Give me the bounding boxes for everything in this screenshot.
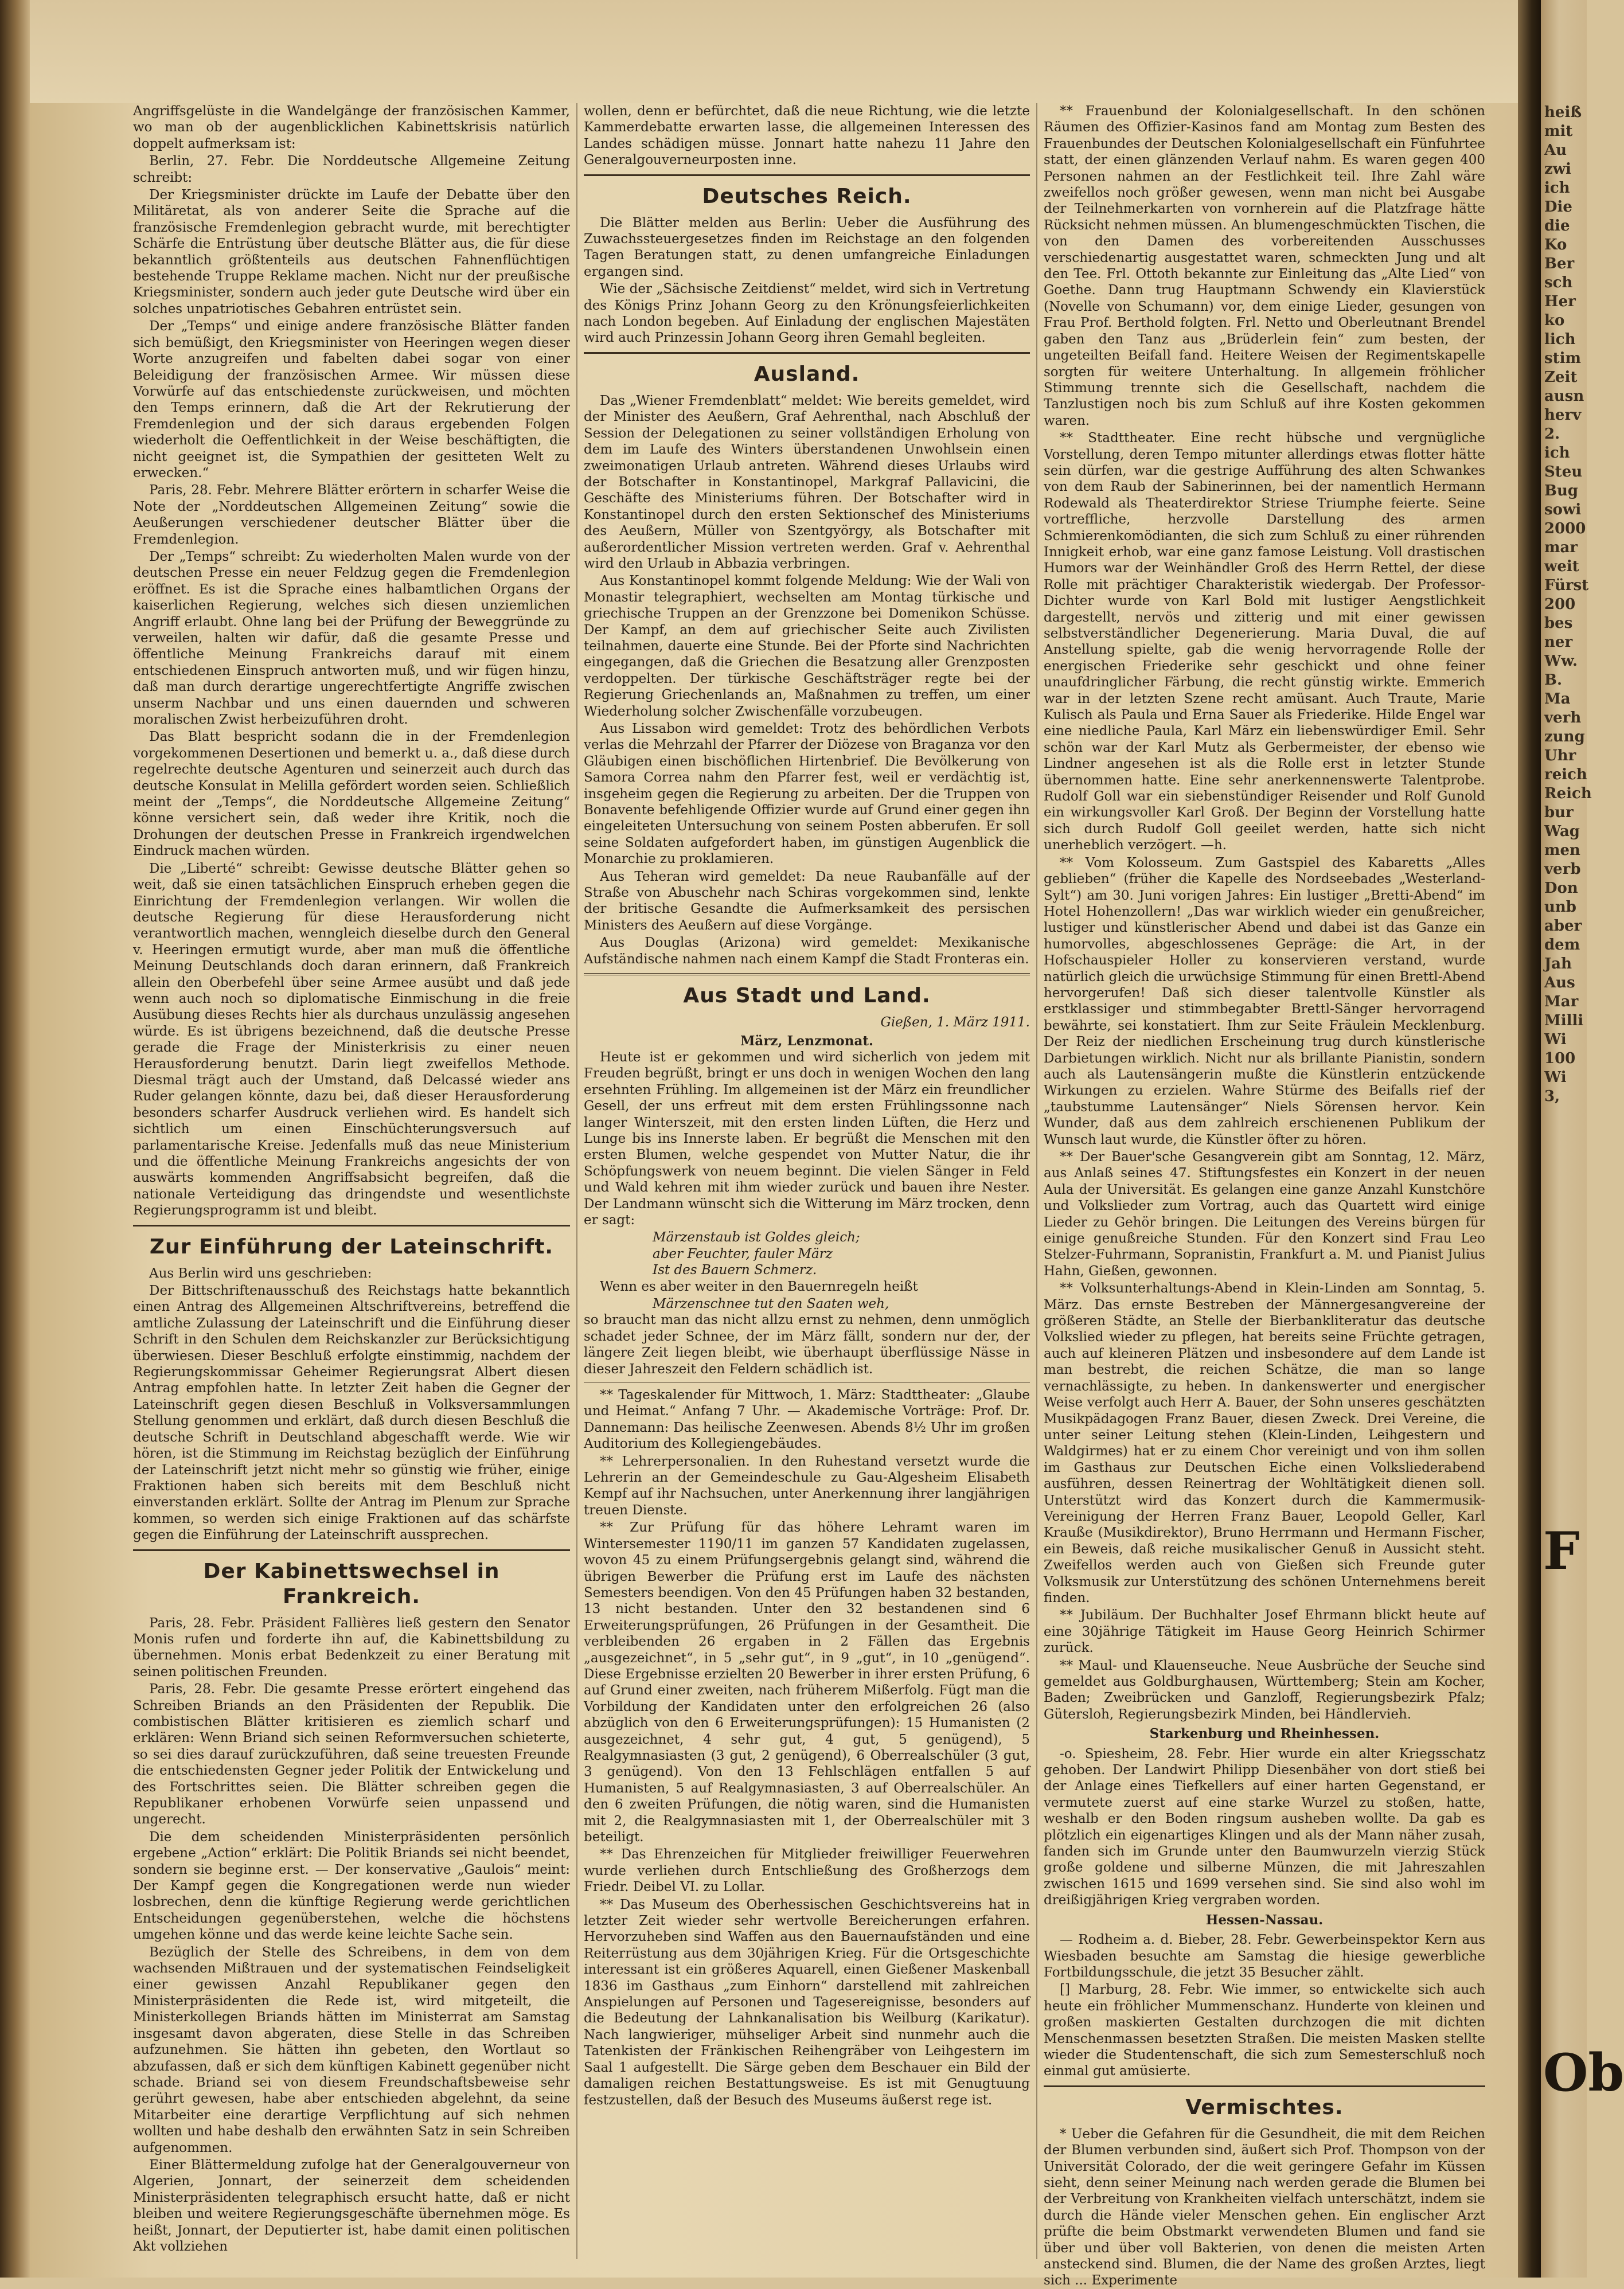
article-text: Aus Douglas (Arizona) wird gemeldet: Mexikanische Aufständische nahmen nach einem Kampf die Stadt Fronteras ein. xyxy=(584,935,1030,967)
article-text: [] Marburg, 28. Febr. Wie immer, so entwickelte sich auch heute ein fröhlicher Mummenschanz. Hunderte von kleinen und großen maskierten Gestalten durchzogen die mit dichten Menschenmassen besetzten Straßen. Die meisten Masken stellte wieder die Studentenschaft, die sich zum Semesterschluß noch einmal gut amüsierte. xyxy=(1044,1982,1485,2079)
adjacent-page-line: stim xyxy=(1544,350,1582,367)
adjacent-page-line: Don xyxy=(1544,880,1578,897)
column-rule-1 xyxy=(576,103,577,2259)
adjacent-page-line: dem xyxy=(1544,936,1580,954)
adjacent-page-line: sch xyxy=(1544,274,1573,291)
adjacent-ad-letter: F xyxy=(1543,1521,1580,1581)
section-divider xyxy=(133,1225,570,1226)
adjacent-page-line: Fürst xyxy=(1544,577,1589,594)
adjacent-page-line: 100 xyxy=(1544,1050,1576,1067)
article-text: Paris, 28. Febr. Präsident Fallières ließ gestern den Senator Monis rufen und forderte ihn auf, die Kabinettsbildung zu übernehmen. Monis erbat Bedenkzeit zu einer Beratung mit seinen politischen Freunden. xyxy=(133,1615,570,1679)
article-text: Aus Lissabon wird gemeldet: Trotz des behördlichen Verbots verlas die Mehrzahl der Pfarrer der Diözese von Braganza vor den Gläubigen einen bischöflichen Hirtenbrief. Die Bevölkerung von Samora Correa nahm den Pfarrer fest, weil er verdächtig ist, insgeheim gegen die Regierung zu arbeiten. Der die Truppen von Bonavente befehligende Offizier wurde auf Grund einer gegen ihn eingeleiteten Untersuchung von seinem Posten abberufen. Er soll seine Soldaten aufgefordert haben, im günstigen Augenblick die Monarchie zu proklamieren. xyxy=(584,721,1030,867)
article-text: ** Volksunterhaltungs-Abend in Klein-Linden am Sonntag, 5. März. Das ernste Bestreben der Männergesangvereine der größeren Städte, an Stelle der Bierbankliteratur das deutsche Volkslied wieder zu pflegen, hat bereits seine Früchte getragen, auch auf kleineren Plätzen und insbesondere auf dem Lande ist man bestrebt, die reichen Schätze, die man so lange vernachlässigte, zu heben. In dankenswerter und energischer Weise verfolgt auch Herr A. Bauer, der Sohn unseres geschätzten Musikpädagogen Franz Bauer, diesen Zweck. Drei Vereine, die unter seiner Leitung stehen (Klein-Linden, Leihgestern und Waldgirmes) hat er zu einem Chor vereinigt und von ihm sollen im Gasthaus zur Deutschen Eiche einen Volksliederabend ausführen, dessen Reinertrag der Wohltätigkeit dienen soll. Unterstützt wird das Konzert durch die Kammermusik-Vereinigung der Herren Franz Bauer, Leopold Geller, Karl Krauße (Musikdirektor), Bruno Herrmann und Hermann Fischer, ein Beweis, daß reiche musikalischer Genuß in Aussicht steht. Zweifellos werden auch von Gießen sich Freunde guter Volksmusik zur Unterstützung des schönen Unternehmens bereit finden. xyxy=(1044,1281,1485,1606)
adjacent-page-line: ko xyxy=(1544,312,1565,329)
adjacent-page-line: Bug xyxy=(1544,482,1579,499)
region-heading: Starkenburg und Rheinhessen. xyxy=(1149,1726,1380,1742)
adjacent-page-line: B. xyxy=(1544,671,1563,689)
adjacent-page-line: weit xyxy=(1544,558,1579,575)
article-text: so braucht man das nicht allzu ernst zu nehmen, denn unmöglich schadet jeder Schnee, der im März fällt, sondern nur der, der längere Zeit liegen bleibt, wie überhaupt überflüssige Nässe in dieser Jahreszeit den Feldern schädlich ist. xyxy=(584,1313,1030,1377)
article-text: ** Lehrerpersonalien. In den Ruhestand versetzt wurde die Lehrerin an der Gemeindeschule zu Gau-Algesheim Elisabeth Kempf auf ihr Nachsuchen, unter Anerkennung ihrer langjährigen treuen Dienste. xyxy=(584,1454,1030,1518)
scan-left-edge xyxy=(0,0,30,2278)
article-text: Aus Berlin wird uns geschrieben: xyxy=(149,1265,372,1281)
column-rule-2 xyxy=(1036,103,1037,2259)
adjacent-page-line: reich xyxy=(1544,766,1587,783)
adjacent-page-line: 2000 xyxy=(1544,520,1586,537)
dateline: Gießen, 1. März 1911. xyxy=(880,1015,1030,1030)
article-text: Aus Konstantinopel kommt folgende Meldung: Wie der Wali von Monastir telegraphiert, wechselten am Montag türkische und griechische Truppen an der Grenzzone bei Domenikon Schüsse. Der Kampf, an dem auf griechischer Seite auch Zivilisten teilnahmen, dauerte eine Stunde. Bei der Pforte sind Nachrichten eingegangen, daß die Griechen die Besatzung aller Grenzposten verdoppelten. Der türkische Geschäftsträger regte bei der Regierung Griechenlands an, Maßnahmen zu treffen, um einer Wiederholung solcher Zwischenfälle vorzubeugen. xyxy=(584,573,1030,719)
adjacent-page-line: Mar xyxy=(1544,993,1579,1010)
adjacent-page-line: die xyxy=(1544,217,1570,235)
headline-ausland: Ausland. xyxy=(754,362,860,386)
article-text: Das Blatt bespricht sodann die in der Fremdenlegion vorgekommenen Desertionen und bemerkt u. a., daß diese durch regelrechte deutsche Agenturen und seinerzeit auch durch das deutsche Konsulat in Melilla gefördert worden seien. Schließlich meint der „Temps“, die Norddeutsche Allgemeine Zeitung“ könne versichert sein, daß weder ihre Kritik, noch die Drohungen der deutschen Presse in Frankreich irgendwelchen Eindruck machen würden. xyxy=(133,729,570,859)
adjacent-page-line: verh xyxy=(1544,709,1582,726)
adjacent-page-line: heiß xyxy=(1544,104,1582,121)
article-text: Die dem scheidenden Ministerpräsidenten persönlich ergebene „Action“ erklärt: Die Politik Briands sei nicht beendet, sondern sie beginne erst. — Der konservative „Gaulois“ meint: Der Kampf gegen die Kongregationen werde nun wieder losbrechen, denn die künftige Regierung werde gerichtlichen Entscheidungen gegenüberstehen, welche die höchstens umgehen könne und das werde keine leichte Sache sein. xyxy=(133,1829,570,1943)
article-text: Paris, 28. Febr. Mehrere Blätter erörtern in scharfer Weise die Note der „Norddeutschen Allgemeinen Zeitung“ sowie die Aeußerungen verschiedener deutscher Blätter über die Fremdenlegion. xyxy=(133,483,570,547)
adjacent-page-line: sowi xyxy=(1544,501,1582,518)
adjacent-page-line: Milli xyxy=(1544,1012,1584,1029)
article-text: Bezüglich der Stelle des Schreibens, in dem von dem wachsenden Mißtrauen und der systematischen Feindseligkeit einer gewissen Anzahl Republikaner gegen den Ministerpräsidenten die Rede ist, wird mitgeteilt, die Ministerkollegen Briands hätten im Ministerrat am Samstag insgesamt davon abgeraten, diese Stelle in das Schreiben aufzunehmen. Sie hätten ihn gebeten, den Wortlaut so abzufassen, daß er sich dem künftigen Kabinett gegenüber nicht schade. Briand sei von diesem Freundschaftsbeweise sehr gerührt gewesen, habe aber entschieden abgelehnt, da seine Mitarbeiter eine derartige Verpflichtung auf sich nehmen wollten und habe deshalb den erwähnten Satz in sein Schreiben aufgenommen. xyxy=(133,1944,570,2155)
adjacent-page-line: Ko xyxy=(1544,236,1567,253)
section-divider xyxy=(584,174,1030,176)
adjacent-page-text xyxy=(1541,0,1592,1106)
adjacent-page-fragment xyxy=(1541,0,1624,2278)
article-text: Angriffsgelüste in die Wandelgänge der französischen Kammer, wo man ob der augenblicklichen Kabinettskrisis natürlich doppelt aufmerksam ist: xyxy=(133,104,570,151)
article-text: Der Bittschriftenausschuß des Reichstags hatte bekanntlich einen Antrag des Allgemeinen Altschriftvereins, betreffend die amtliche Zulassung der Lateinschrift und die Einführung dieser Schrift in den Schulen dem Reichskanzler zur Berücksichtigung überwiesen. Dieser Beschluß erfolgte einstimmig, nachdem der Regierungskommissar Geheimer Regierungsrat Albert diesen Antrag empfohlen hatte. In letzter Zeit haben die Gegner der Lateinschrift gegen diesen Beschluß in Volksversammlungen Stellung genommen und erklärt, daß durch diesen Beschluß die deutsche Schrift in Deutschland abgeschafft werde. Wie wir hören, ist die Stimmung im Reichstag bezüglich der Einführung der Lateinschrift jetzt nicht mehr so günstig wie früher, einige Fraktionen haben sich bereits mit dem Beschluß nicht einverstanden erklärt. Sollte der Antrag im Plenum zur Sprache kommen, so werden sich einige Fraktionen auf das schärfste gegen die Einführung der Lateinschrift aussprechen. xyxy=(133,1283,570,1543)
adjacent-page-line: Wi xyxy=(1544,1069,1567,1086)
region-heading: Hessen-Nassau. xyxy=(1205,1912,1324,1928)
article-text: -o. Spiesheim, 28. Febr. Hier wurde ein alter Kriegsschatz gehoben. Der Landwirt Philipp Diesenbäher von dort stieß bei der Anlage eines Tiefkellers auf einer harten Gegenstand, er vermutete zuerst auf eine starke Wurzel zu stoßen, hatte, weshalb er den Boden ringsum ausheben wollte. Da gab es plötzlich ein eigenartiges Klingen und als der Mann näher zusah, fanden sich im Grunde unter den Baumwurzeln vierzig Stück große goldene und silberne Münzen, die mit Jahreszahlen zwischen 1615 und 1699 versehen sind. Sie sind also wohl im dreißigjährigen Krieg vergraben worden. xyxy=(1044,1746,1485,1908)
article-text: Die Blätter melden aus Berlin: Ueber die Ausführung des Zuwachssteuergesetzes finden im Reichstage an den folgenden Tagen Beratungen statt, zu denen umfangreiche Einladungen ergangen sind. xyxy=(584,215,1030,279)
poem-line: Märzenschnee tut den Saaten weh, xyxy=(653,1296,889,1311)
page-top-margin xyxy=(30,0,1518,103)
article-text: ** Maul- und Klauenseuche. Neue Ausbrüche der Seuche sind gemeldet aus Goldburghausen, Württemberg; Stein am Kocher, Baden; Zweibrücken und Ganzloff, Regierungsbezirk Pfalz; Gütersloh, Regierungsbezirk Minden, bei Händlervieh. xyxy=(1044,1658,1485,1722)
adjacent-page-line: ausn xyxy=(1544,388,1584,405)
section-divider xyxy=(1044,2085,1485,2087)
section-divider xyxy=(133,1549,570,1551)
adjacent-page-line: Wi xyxy=(1544,1031,1567,1048)
article-text: ** Tageskalender für Mittwoch, 1. März: Stadttheater: „Glaube und Heimat.“ Anfang 7 Uhr. — Akademische Vorträge: Prof. Dr. Dannemann: Das heilische Zeenwesen. Abends 8½ Uhr im großen Auditorium des Kollegiengebäudes. xyxy=(584,1388,1030,1452)
poem-line: Ist des Bauern Schmerz. xyxy=(653,1263,817,1278)
adjacent-page-line: Ber xyxy=(1544,255,1575,272)
adjacent-page-line: Steu xyxy=(1544,463,1583,481)
article-text: Das „Wiener Fremdenblatt“ meldet: Wie bereits gemeldet, wird der Minister des Aeußern, Graf Aehrenthal, nach Abschluß der Session der Delegationen zu seiner vollständigen Erholung von dem im Laufe des Winters überstandenen Unwohlsein einen zweimonatigen Urlaub antreten. Während dieses Urlaubs wird der Botschafter in Konstantinopel, Markgraf Pallavicini, die Geschäfte des Ministeriums führen. Der Botschafter wird in Konstantinopel durch den ersten Sektionschef des Ministeriums des Aeußern, Müller von Szentgyörgy, als Botschafter mit außerordentlicher Mission vertreten werden. Graf v. Aehrenthal wird den Urlaub in Abbazia verbringen. xyxy=(584,393,1030,571)
poem-line: aber Feuchter, fauler März xyxy=(653,1246,833,1261)
adjacent-page-line: Zeit xyxy=(1544,369,1578,386)
adjacent-page-line: zung xyxy=(1544,728,1585,745)
headline-kabinettswechsel: Der Kabinettswechsel in Frankreich. xyxy=(203,1559,500,1608)
headline-deutsches-reich: Deutsches Reich. xyxy=(702,184,912,208)
adjacent-page-line: zwi xyxy=(1544,161,1572,178)
article-text: ** Das Museum des Oberhessischen Geschichtsvereins hat in letzter Zeit wieder sehr wertvolle Bereicherungen erfahren. Hervorzuheben sind Waffen aus den Bauernaufständen und eine Reiterrüstung aus dem 30jährigen Krieg. Für die Ortsgeschichte interessant ist ein größeres Aquarell, einen Gießener Maskenball 1836 im Gasthaus „zum Einhorn“ darstellend mit zahlreichen Anspielungen auf Personen und Tagesereignisse, besonders auf die Bedeutung der Lahnkanalisation bis Weilburg (Karikatur). Nach langwieriger, mühseliger Arbeit sind nunmehr auch die Tatenkisten der Fränkischen Reihengräber von Leihgestern im Saal 1 aufgestellt. Die Särge geben dem Beschauer ein Bild der damaligen reichen Bestattungsweise. Es ist mit Genugtuung festzustellen, daß der Besuch des Museums äußerst rege ist. xyxy=(584,1897,1030,2108)
headline-vermischtes: Vermischtes. xyxy=(1185,2095,1344,2119)
article-text: ** Der Bauer'sche Gesangverein gibt am Sonntag, 12. März, aus Anlaß seines 47. Stiftungsfestes ein Konzert in der neuen Aula der Universität. Es gelangen eine ganze Anzahl Kunstchöre und Volkslieder zum Vortrag, auch das Quartett wird einige Lieder zu Gehör bringen. Die Leitungen des Vereins bürgen für einige genußreiche Stunden. Für den Konzert sind Frau Leo Stelzer-Fuhrmann, Sopranistin, Frankfurt a. M. und Pianist Julius Hahn, Gießen, gewonnen. xyxy=(1044,1150,1485,1279)
adjacent-page-line: mit xyxy=(1544,123,1573,140)
adjacent-page-line: Aus xyxy=(1544,974,1575,991)
adjacent-page-line: mar xyxy=(1544,539,1578,556)
poem-block xyxy=(584,1296,1030,1312)
adjacent-page-line: 200 xyxy=(1544,596,1576,613)
article-text: — Rodheim a. d. Bieber, 28. Febr. Gewerbeinspektor Kern aus Wiesbaden besuchte am Samstag die hiesige gewerbliche Fortbildungsschule, die jetzt 35 Besucher zählt. xyxy=(1044,1932,1485,1980)
adjacent-page-line: lich xyxy=(1544,331,1576,348)
section-divider xyxy=(584,352,1030,354)
adjacent-page-line: Au xyxy=(1544,142,1567,159)
section-divider xyxy=(584,973,1030,975)
adjacent-page-line: 2. xyxy=(1544,425,1560,443)
article-text: ** Das Ehrenzeichen für Mitglieder freiwilliger Feuerwehren wurde verliehen durch Entschließung des Großherzogs dem Friedr. Deibel VI. zu Lollar. xyxy=(584,1847,1030,1895)
column-2 xyxy=(584,103,1030,2259)
poem-block xyxy=(584,1229,1030,1278)
article-text: Die „Liberté“ schreibt: Gewisse deutsche Blätter gehen so weit, daß sie einen tatsächlichen Einspruch erheben gegen die Einrichtung der Fremdenlegion verlangen. Wir wollen die deutsche Regierung für diese Herausforderung nicht verantwortlich machen, wenngleich dieselbe durch den General v. Heeringen ermutigt wurde, aber man muß die öffentliche Meinung Deutschlands doch daran erinnern, daß Frankreich allein den Oberbefehl über seine Armee ausübt und daß jede wenn auch noch so diplomatische Einmischung in die freie Ausübung dieses Rechts hier als durchaus unzulässig angesehen würde. Es ist übrigens bezeichnend, daß die deutsche Presse gerade die Frage der Ministerkrisis zu einer neuen Herausforderung benutzt. Darin liegt zweifellos Methode. Diesmal trägt auch der Umstand, daß Delcassé wieder ans Ruder gelangen könnte, dazu bei, daß dieser Herausforderung besonders scharfer Ausdruck verliehen wird. Es handelt sich sichtlich um einen Einschüchterungsversuch auf parlamentarische Kreise. Jedenfalls muß das neue Ministerium und die öffentliche Meinung Frankreichs angesichts der von auswärts kommenden Angriffsabsicht begreifen, daß die nationale Verteidigung das dringendste und wesentlichste Regierungsprogramm ist und bleibt. xyxy=(133,861,570,1218)
adjacent-page-line: ich xyxy=(1544,179,1570,197)
adjacent-page-line: ner xyxy=(1544,634,1573,651)
adjacent-page-line: men xyxy=(1544,842,1580,859)
adjacent-page-line: Wag xyxy=(1544,823,1580,840)
article-text: * Ueber die Gefahren für die Gesundheit, die mit dem Reichen der Blumen verbunden sind, äußert sich Prof. Thompson von der Universität Colorado, der die weit geringere Gefahr im Küssen sieht, denn seiner Meinung nach werden gerade die Blumen bei der Verbreitung von Krankheiten vielfach unterschätzt, indem sie durch die Hände vieler Menschen gehen. Ein englischer Arzt prüfte die beim Obstmarkt verwendeten Blumen und fand sie über und über voll Bakterien, von denen die meisten Arten ansteckend sind. Blumen, die der Name des großen Arztes, liegt sich ... Experimente xyxy=(1044,2126,1485,2288)
article-text: Wie der „Sächsische Zeitdienst“ meldet, wird sich in Vertretung des Königs Prinz Johann Georg zu den Krönungsfeierlichkeiten nach London begeben. Auf Einladung der englischen Majestäten wird auch Prinzessin Johann Georg ihren Gemahl begleiten. xyxy=(584,282,1030,346)
article-text: ** Vom Kolosseum. Zum Gastspiel des Kabaretts „Alles geblieben“ (früher die Kapelle des Nordseebades „Westerland-Sylt“) am 30. Juni vorigen Jahres: Ein lustiger „Bretti-Abend“ im Hotel Hohenzollern! „Das war wirklich wieder ein genußreicher, lustiger und künstlerischer Abend und dabei ist das Ganze ein humorvolles, abgeschlossenes Gepräge: die Art, in der Hofschauspieler Holler zu konservieren verstand, wurde natürlich gleich die urwüchsige Stimmung für einen Brettl-Abend hervorgerufen! Daß sich dieser talentvolle Künstler als erstklassiger und stimmbegabter Brettl-Sänger hervorragend bewährte, sei konstatiert. Ihm zur Seite Fräulein Mecklenburg. Der Reiz der niedlichen Erscheinung trug durch künstlerische Darbietungen wirklich. Nicht nur als brillante Pianistin, sondern auch als Lautensängerin mußte die Künstlerin entzückende Wirkungen zu erzielen. Wahre Stürme des Beifalls rief der „taubstumme Lautensänger“ Niels Sörensen hervor. Kein Wunder, daß aus dem zahlreich erschienenen Publikum der Wunsch laut wurde, die Künstler öfter zu hören. xyxy=(1044,855,1485,1147)
article-text: Der „Temps“ und einige andere französische Blätter fanden sich bemüßigt, den Kriegsminister von Heeringen wegen dieser Worte anzugreifen und fabelten dabei sogar von einer Beleidigung der französischen Armee. Wir müssen diese Vorwürfe auf das entschiedenste zurückweisen, und möchten den Temps erinnern, daß die Art der Rekrutierung der Fremdenlegion und der sich daraus ergebenden Folgen wiederholt die Oeffentlichkeit in der Weise beschäftigten, die nicht geeignet ist, die Sympathien der gesitteten Welt zu erwecken.“ xyxy=(133,319,570,481)
article-text: ** Stadttheater. Eine recht hübsche und vergnügliche Vorstellung, deren Tempo mitunter allerdings etwas flotter hätte sein dürfen, war die gestrige Aufführung des alten Schwankes von dem Raub der Sabinerinnen, bei der namentlich Hermann Rodewald als Theaterdirektor Striese Triumphe feierte. Seine vortreffliche, herzvolle Darstellung des armen Schmierenkomödianten, die sich zum Schluß zu einer rührenden Innigkeit erhob, war eine ganz famose Leistung. Voll drastischen Humors war der Weinhändler Groß des Herrn Rettel, der diese Rolle mit prächtiger Charakteristik wiedergab. Der Professor-Dichter wurde von Karl Bold mit lustiger Aengstlichkeit dargestellt, nervös und zitterig und mit einer gewissen selbstverständlicher Degenerierung. Maria Duval, die auf Anstellung spielte, gab die wenig hervorragende Rolle der energischen Friederike sehr geschickt und ohne feiner unaufdringlicher Färbung, die recht günstig wirkte. Emmerich war in der letzten Szene recht amüsant. Auch Traute, Marie Kulisch als Paula und Erna Sauer als Friederike. Hilde Engel war eine niedliche Paula, Karl März ein liebenswürdiger Emil. Sehr schön war der Karl Mutz als Gerbermeister, der ebenso wie Lindner angesehen ist als die Rolle erst in letzter Stunde übernommen hatte. Eine sehr anerkennenswerte Talentprobe. Rudolf Goll war ein siebenstündiger Reisender und Rolf Gunold ein wirkungsvoller Karl Groß. Der Beginn der Vorstellung hatte sich durch Rudolf Goll geeilet werden, hatte sich nicht unerheblich verzögert. —h. xyxy=(1044,431,1485,853)
adjacent-page-line: Jah xyxy=(1544,955,1572,972)
binding-gutter xyxy=(1518,0,1541,2278)
adjacent-page-line: Die xyxy=(1544,198,1572,216)
article-text: Einer Blättermeldung zufolge hat der Generalgouverneur von Algerien, Jonnart, der seinerzeit dem scheidenden Ministerpräsidenten telegraphisch ersucht hatte, daß er nicht bleiben und weitere Regierungsgeschäfte übernehmen möge. Es heißt, Jonnart, der Deputierter ist, habe damit einen politischen Akt vollziehen xyxy=(133,2157,570,2254)
article-dateline: Berlin, 27. Febr. Die Norddeutsche Allgemeine Zeitung schreibt: xyxy=(133,154,570,185)
adjacent-page-line: Reich xyxy=(1544,785,1592,802)
adjacent-page-line: unb xyxy=(1544,899,1576,916)
article-text: wollen, denn er befürchtet, daß die neue Richtung, wie die letzte Kammerdebatte erwarten lasse, die allgemeinen Interessen des Landes schädigen müsse. Jonnart hatte nahezu 11 Jahre den Generalgouverneurposten inne. xyxy=(584,104,1030,168)
article-text: Der „Temps“ schreibt: Zu wiederholten Malen wurde von der deutschen Presse ein neuer Feldzug gegen die Fremdenlegion eröffnet. Es ist die Sprache eines halbamtlichen Organs der kaiserlichen Regierung, welches sich diesen unziemlichen Angriff erlaubt. Ohne lang bei der Prüfung der Beweggründe zu verweilen, halten wir dafür, daß die gesamte Presse und öffentliche Meinung Frankreichs darauf mit einem entschiedenen Einspruch antworten muß, und wir fügen hinzu, daß man durch derartige ungerechtfertigte Angriffe zwischen unserm Nachbar und uns einen dauernden und schweren moralischen Zwist herbeizuführen droht. xyxy=(133,549,570,728)
poem-line: Märzenstaub ist Goldes gleich; xyxy=(653,1230,860,1245)
article-text: ** Jubiläum. Der Buchhalter Josef Ehrmann blickt heute auf eine 30jährige Tätigkeit im Hause Georg Heinrich Schirmer zurück. xyxy=(1044,1608,1485,1656)
column-3 xyxy=(1044,103,1485,2288)
headline-lateinschrift: Zur Einführung der Lateinschrift. xyxy=(149,1235,554,1259)
adjacent-page-line: herv xyxy=(1544,407,1582,424)
adjacent-page-line: Ww. xyxy=(1544,653,1578,670)
column-1 xyxy=(133,103,570,2259)
adjacent-page-line: aber xyxy=(1544,917,1582,935)
adjacent-page-line: Uhr xyxy=(1544,747,1576,764)
article-text: Aus Teheran wird gemeldet: Da neue Raubanfälle auf der Straße von Abuschehr nach Schiras vorgekommen sind, lenkte der britische Gesandte die Aufmerksamkeit des persischen Ministers des Aeußern auf diese Vorgänge. xyxy=(584,869,1030,933)
headline-stadt-und-land: Aus Stadt und Land. xyxy=(683,984,931,1008)
article-text: Wenn es aber weiter in den Bauernregeln heißt xyxy=(600,1279,918,1294)
article-text: Heute ist er gekommen und wird sicherlich von jedem mit Freuden begrüßt, bringt er uns doch in wenigen Wochen den lang ersehnten Frühling. Im allgemeinen ist der März ein freundlicher Gesell, der uns erfreut mit dem ersten Frühlingssonne nach langer Winterszeit, mit den ersten linden Lüften, die Herz und Lunge bis ins Innerste laben. Er begrüßt die Menschen mit den ersten Blumen, welche gespendet von Mutter Natur, die ihr Schöpfungswerk von neuem beginnt. Die vielen Sänger in Feld und Wald kehren mit ihm wieder zurück und bauen ihre Nester. Der Landmann wünscht sich die Witterung im März trocken, denn er sagt: xyxy=(584,1049,1030,1228)
adjacent-page-line: bur xyxy=(1544,804,1574,821)
article-text: Paris, 28. Febr. Die gesamte Presse erörtert eingehend das Schreiben Briands an den Präsidenten der Republik. Die combistischen Blätter kritisieren es ziemlich scharf und erklären: Wenn Briand sich seinen Reformversuchen schieterte, so sei dies darauf zurückzuführen, daß seine treuesten Freunde die entschiedensten Gegner jeder Politik der Entwickelung und des Fortschrittes seien. Die Blätter schreiben gegen die Republikaner erhobenen Vorwürfe seien unpassend und ungerecht. xyxy=(133,1682,570,1827)
article-text: ** Frauenbund der Kolonialgesellschaft. In den schönen Räumen des Offizier-Kasinos fand am Montag zum Besten des Frauenbundes der Deutschen Kolonialgesellschaft ein Fünfuhrtee statt, der einen glänzenden Verlauf nahm. Es waren gegen 400 Personen nahmen an der Festlichkeit teil. Ihre Zahl wäre zweifellos noch größer gewesen, wenn man nicht bei Ausgabe der Teilnehmerkarten von vornherein auf die Platzfrage hätte Rücksicht nehmen müssen. An blumengeschmückten Tischen, die von den Damen des vorbereitenden Ausschusses verschiedenartig ausgestattet waren, schmeckten Jung und alt den Tee. Frl. Ottoth bekannte zur Einleitung das „Alte Lied“ von Goethe. Dann trug Hauptmann Schwendy ein Klavierstück (Novelle von Schumann) vor, dem einige Lieder, gesungen von Frau Prof. Berthold folgten. Frl. Netto und Oberleutnant Brendel gaben den Tanz aus „Brüderlein fein“ zum besten, der ungeteilten Beifall fand. Heitere Weisen der Regimentskapelle sorgten für weitere Unterhaltung. In allgemein fröhlicher Stimmung trennte sich die Gesellschaft, nachdem die Tanzlustigen noch bis zum Schluß auf ihre Kosten gekommen waren. xyxy=(1044,104,1485,428)
adjacent-page-line: Her xyxy=(1544,293,1576,310)
adjacent-page-line: Ma xyxy=(1544,690,1571,708)
adjacent-page-line: bes xyxy=(1544,615,1573,632)
adjacent-page-line: verb xyxy=(1544,861,1581,878)
adjacent-page-line: 3, xyxy=(1544,1088,1560,1105)
subheadline: März, Lenzmonat. xyxy=(740,1033,874,1049)
article-text: Der Kriegsminister drückte im Laufe der Debatte über den Militäretat, als von anderer Seite die Sprache auf die französische Fremdenlegion gebracht wurde, mit berechtigter Schärfe die Entrüstung über deutsche Blätter aus, die für diese bekanntlich größtenteils aus deutschen Fahnenflüchtigen bestehende Truppe Reklame machen. Nicht nur der preußische Kriegsminister, sondern auch jeder gute Deutsche wird über ein solches unpatriotisches Gebahren entrüstet sein. xyxy=(133,188,570,317)
article-text: ** Zur Prüfung für das höhere Lehramt waren im Wintersemester 1190/11 im ganzen 57 Kandidaten zugelassen, wovon 45 zu einem Prüfungsergebnis gelangt sind, während die übrigen Bewerber die Prüfung erst im Laufe des nächsten Semesters beendigen. Von den 45 Prüfungen haben 32 bestanden, 13 nicht bestanden. Unter den 32 bestandenen sind 6 Erweiterungsprüfungen, 26 Prüfungen in der Gesamtheit. Die verbleibenden 26 ergaben in 2 Fällen das Ergebnis „ausgezeichnet“, in 5 „sehr gut“, in 9 „gut“, in 10 „genügend“. Diese Ergebnisse erzielten 20 Bewerber in ihrer ersten Prüfung, 6 auf Grund einer zweiten, nach früherem Mißerfolg. Fügt man die Vorbildung der Kandidaten unter den erfolgreichen 26 (also abzüglich von den 6 Erweiterungsprüfungen): 15 Humanisten (2 ausgezeichnet, 4 sehr gut, 4 gut, 5 genügend), 5 Realgymnasiasten (3 gut, 2 genügend), 6 Oberrealschüler (3 gut, 3 genügend). Von den 13 Fehlschlägen entfallen 5 auf Humanisten, 5 auf Realgymnasiasten, 3 auf Oberrealschüler. An den 6 zweiten Prüfungen, die nötig waren, sind die Humanisten mit 2, die Realgymnasiasten mit 1, der Oberrealschüler mit 3 beteiligt. xyxy=(584,1520,1030,1845)
adjacent-page-line: ich xyxy=(1544,444,1570,462)
adjacent-ad-letter: Ob xyxy=(1543,2042,1624,2103)
